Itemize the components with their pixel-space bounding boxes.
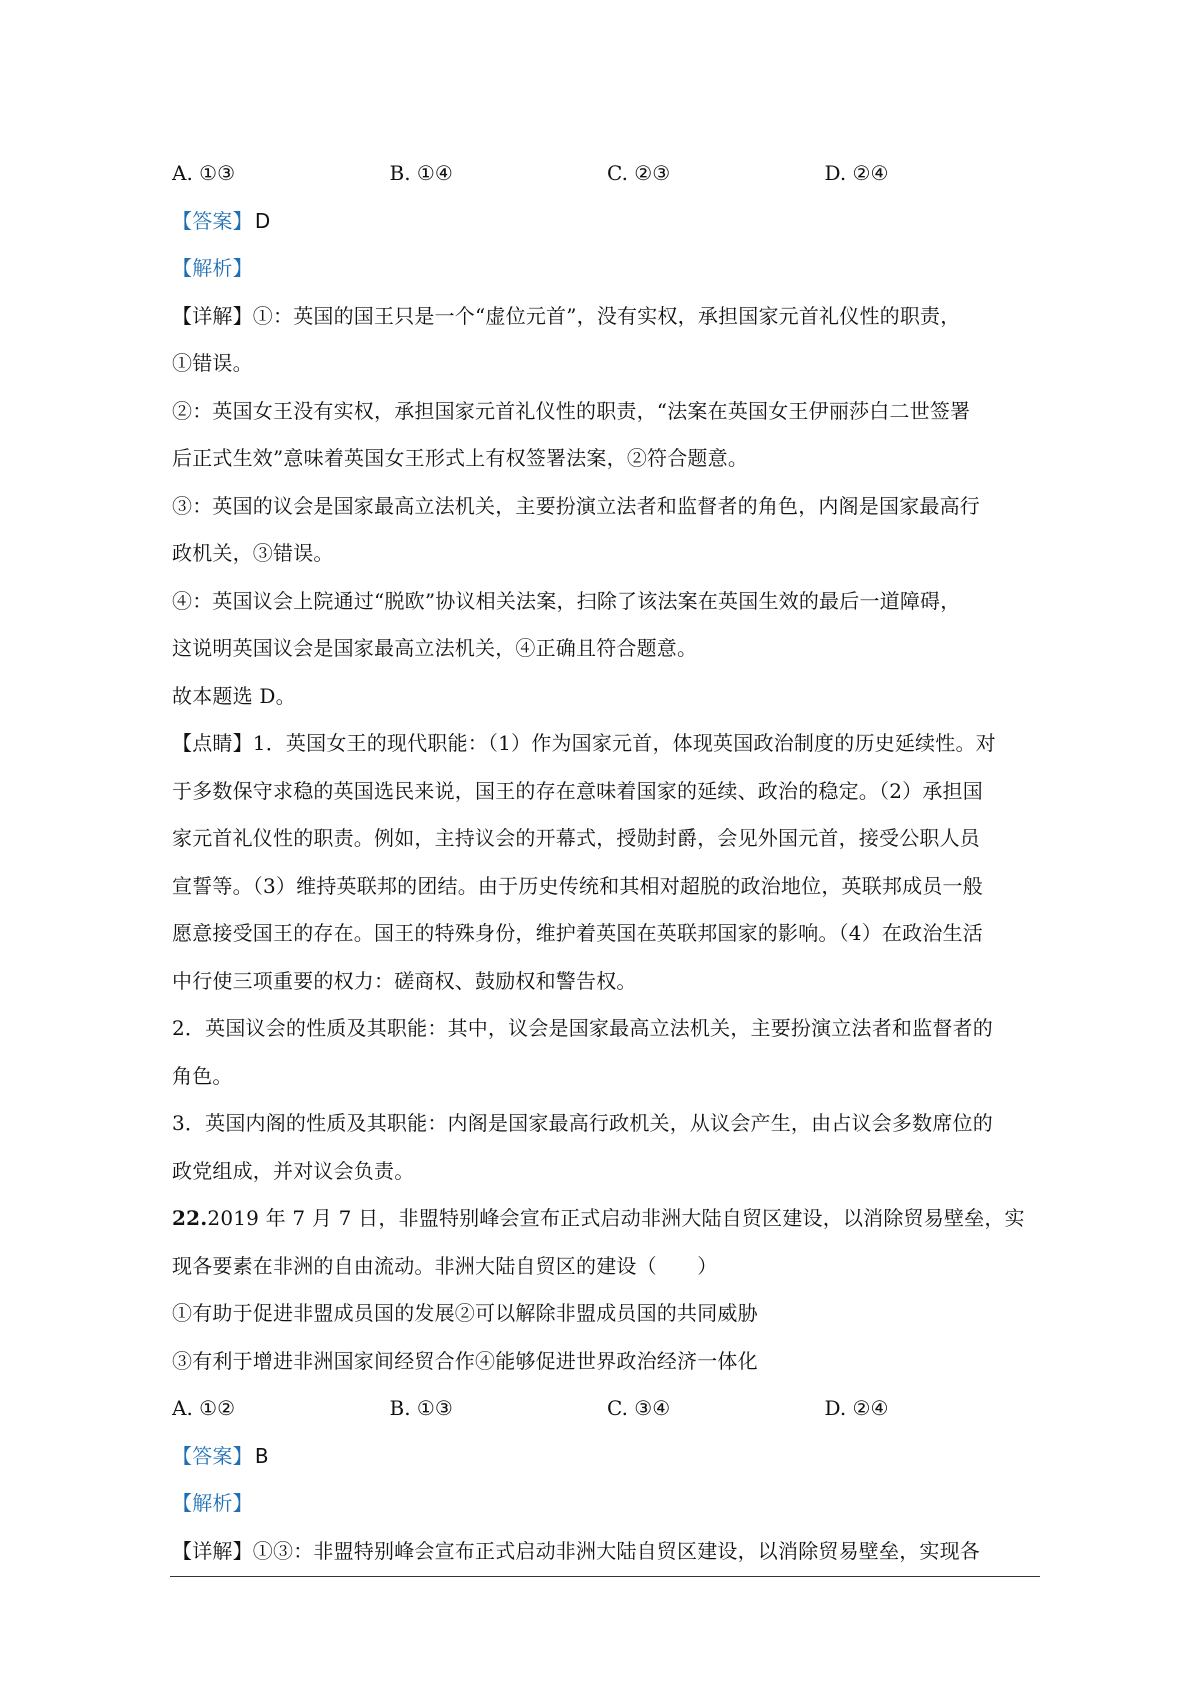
q21-pointer-line: 家元首礼仪性的职责。例如，主持议会的开幕式，授勋封爵，会见外国元首，接受公职人员 xyxy=(172,826,980,850)
q21-pointer-line: 【点睛】1．英国女王的现代职能：（1）作为国家元首，体现英国政治制度的历史延续性。对 xyxy=(172,731,996,755)
q21-detail-line: ①错误。 xyxy=(172,351,253,375)
q22-answer xyxy=(172,1433,1042,1481)
page-content xyxy=(172,150,1042,1575)
q21-detail-line: 【详解】①：英国的国王只是一个“虚位元首”，没有实权，承担国家元首礼仪性的职责， xyxy=(172,303,961,328)
q22-option-a: A. ①② xyxy=(172,1396,236,1420)
q22-options xyxy=(172,1385,1042,1433)
q21-pointer-line: 角色。 xyxy=(172,1063,233,1088)
q21-detail-line: ④：英国议会上院通过“脱欧”协议相关法案，扫除了该法案在英国生效的最后一道障碍， xyxy=(172,588,961,613)
q21-pointer-line: 愿意接受国王的存在。国王的特殊身份，维护着英国在英联邦国家的影响。（4）在政治生活 xyxy=(172,921,983,945)
footer-divider xyxy=(170,1576,1040,1577)
q21-option-b: B. ①④ xyxy=(389,161,453,185)
q21-detail-line: 政机关，③错误。 xyxy=(172,541,334,565)
q21-analysis-label: 【解析】 xyxy=(172,256,253,280)
q22-statement-line: ③有利于增进非洲国家间经贸合作④能够促进世界政治经济一体化 xyxy=(172,1348,758,1373)
q21-pointer-line: 中行使三项重要的权力：磋商权、鼓励权和警告权。 xyxy=(172,968,637,993)
q22-option-b: B. ①③ xyxy=(389,1396,453,1420)
q22-option-c: C. ③④ xyxy=(607,1396,671,1420)
q22-detail-line: 【详解】①③：非盟特别峰会宣布正式启动非洲大陆自贸区建设，以消除贸易壁垒，实现各 xyxy=(172,1538,980,1563)
q21-option-d: D. ②④ xyxy=(824,161,889,185)
q22-analysis-label: 【解析】 xyxy=(172,1491,253,1515)
q21-option-c: C. ②③ xyxy=(607,161,671,185)
q21-analysis-heading xyxy=(172,245,1042,293)
q21-detail-line: 这说明英国议会是国家最高立法机关，④正确且符合题意。 xyxy=(172,636,698,660)
q22-number: 22. xyxy=(172,1206,208,1230)
q21-conclusion-line: 故本题选 D。 xyxy=(172,683,296,708)
q22-stem-line: 现各要素在非洲的自由流动。非洲大陆自贸区的建设（ ） xyxy=(172,1253,718,1278)
q22-stem-text: 2019 年 7 月 7 日，非盟特别峰会宣布正式启动非洲大陆自贸区建设，以消除贸易壁垒，实 xyxy=(207,1206,1025,1230)
q21-detail-line: ③：英国的议会是国家最高立法机关，主要扮演立法者和监督者的角色，内阁是国家最高行 xyxy=(172,493,980,518)
q22-statement-line: ①有助于促进非盟成员国的发展②可以解除非盟成员国的共同威胁 xyxy=(172,1301,758,1325)
q22-option-d: D. ②④ xyxy=(824,1396,889,1420)
q21-answer xyxy=(172,198,1042,246)
q21-pointer-line: 3．英国内阁的性质及其职能：内阁是国家最高行政机关，从议会产生，由占议会多数席位的 xyxy=(172,1111,993,1135)
q21-pointer-line: 宣誓等。（3）维持英联邦的团结。由于历史传统和其相对超脱的政治地位，英联邦成员一般 xyxy=(172,873,983,898)
q21-detail-line: 后正式生效”意味着英国女王形式上有权签署法案，②符合题意。 xyxy=(172,446,749,470)
q22-analysis-heading xyxy=(172,1480,1042,1528)
q21-option-a: A. ①③ xyxy=(172,161,236,185)
q22-answer-value: B xyxy=(254,1443,269,1468)
q22-answer-label: 【答案】 xyxy=(172,1443,253,1468)
q21-options xyxy=(172,150,1042,198)
q21-answer-label: 【答案】 xyxy=(172,208,253,233)
q21-pointer-line: 政党组成，并对议会负责。 xyxy=(172,1158,415,1183)
q21-pointer-line: 于多数保守求稳的英国选民来说，国王的存在意味着国家的延续、政治的稳定。（2）承担国 xyxy=(172,778,983,803)
q21-answer-value: D xyxy=(254,208,271,233)
q21-detail-line: ②：英国女王没有实权，承担国家元首礼仪性的职责，“法案在英国女王伊丽莎白二世签署 xyxy=(172,398,971,423)
q21-pointer-line: 2．英国议会的性质及其职能：其中，议会是国家最高立法机关，主要扮演立法者和监督者的 xyxy=(172,1016,993,1040)
q22-stem-line xyxy=(172,1195,1042,1243)
